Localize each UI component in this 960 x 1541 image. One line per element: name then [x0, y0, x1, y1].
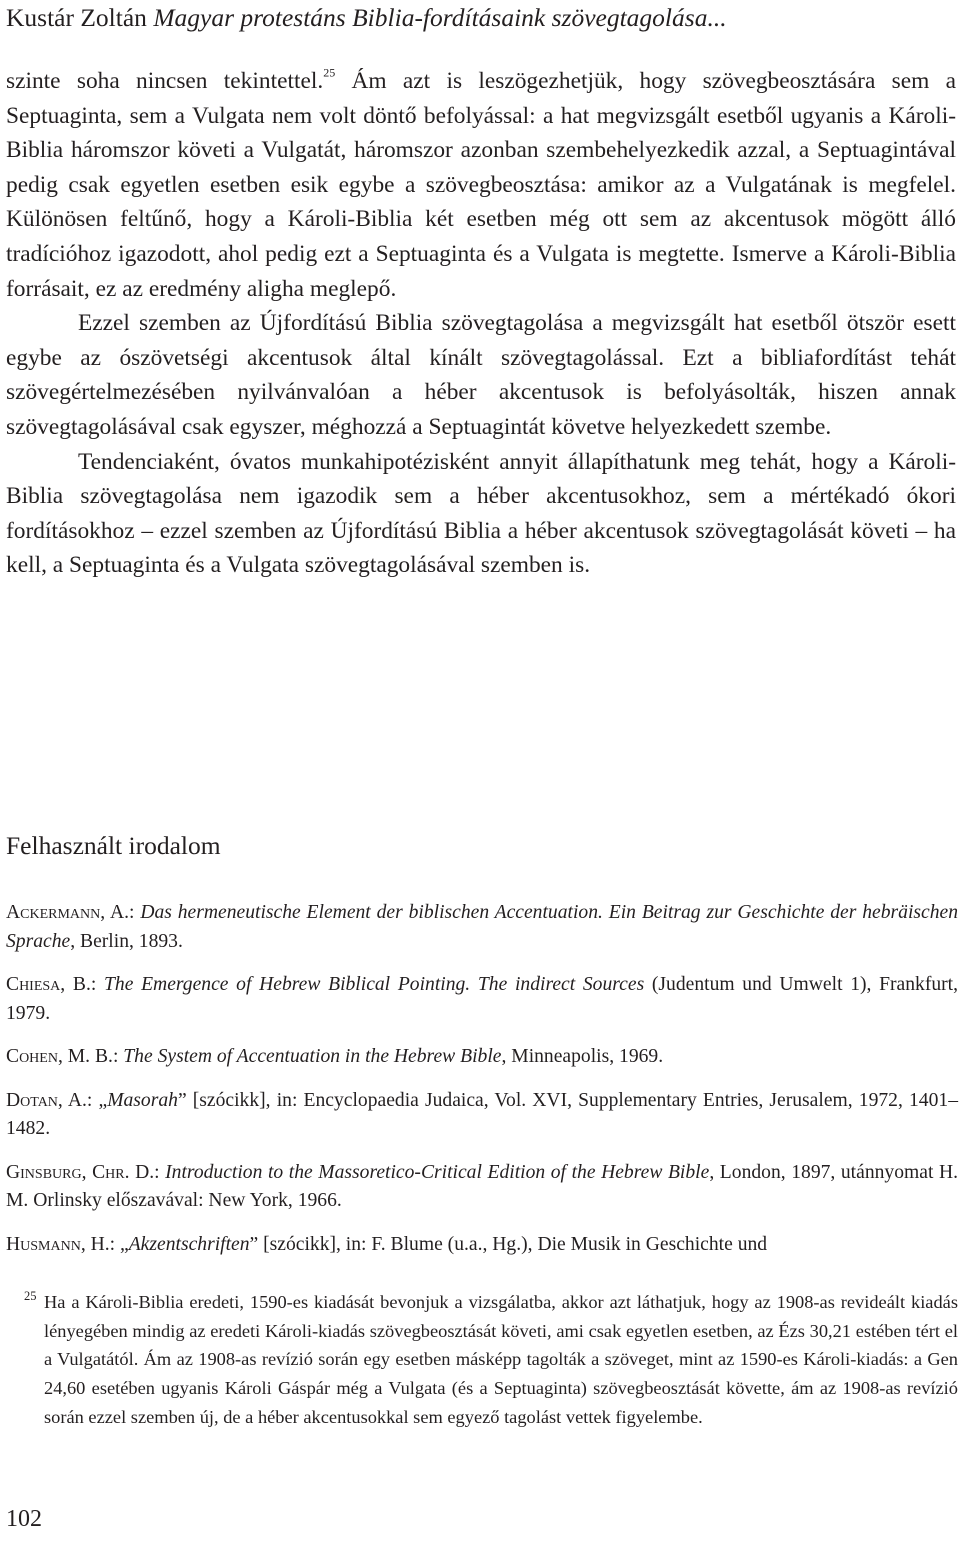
entry-title: Introduction to the Massoretico-Critical Edition of the Hebrew Bible — [165, 1161, 710, 1183]
entry-publication: , Minneapolis, 1969. — [501, 1046, 664, 1067]
paragraph-1-start: szinte soha nincsen tekintettel. — [6, 68, 324, 94]
bibliography-heading: Felhasznált irodalom — [6, 831, 221, 860]
entry-title: Akzentschriften — [128, 1233, 250, 1255]
entry-title: Masorah — [107, 1089, 178, 1111]
entry-publication: , Berlin, 1893. — [70, 930, 183, 952]
paragraph-1-rest: Ám azt is leszögezhetjük, hogy szövegbeosztására sem a Septuaginta, sem a Vulgata nem volt döntő befolyással: a hat megvizsgált esetből ugyanis a Károli-Biblia háromszor követi a Vulgatát, háromszor azonban szembehelyezkedik azzal, a Septuagintával pedig csak egyetlen esetben esik egybe a szövegbeosztása: amikor az a Vulgatának is megfelel. Különösen feltűnő, hogy a Károli-Biblia két esetben még ott sem az akcentusok mögött álló tradícióhoz igazodott, ahol pedig ezt a Septuaginta és a Vulgata is megtette. Ismerve a Károli-Biblia forrásait, ez az eredmény aligha meglepő. — [6, 68, 956, 302]
footnote-text: Ha a Károli-Biblia eredeti, 1590-es kiadását bevonjuk a vizsgálatba, akkor azt láthatjuk, hogy az 1908-as revideált kiadás lényegében mindig az eredeti Károli-kiadás szövegbeosztását követi, ami csak egyetlen esetben, az Ézs 30,21 estében tért el a Vulgatától. Ám az 1908-as revízió során egy esetben másképp tagolták a szöveget, mint az 1590-es Károli-kiadás: a Gen 24,60 esetében ugyanis Károli Gáspár még a Vulgata (és a Septuaginta) szövegbeosztását követte, ám az 1908-as revízió során ezzel szemben új, de a héber akcentusokkal sem egyező tagolást vettek figyelembe. — [44, 1292, 958, 1427]
entry-author: Ginsburg, Chr. D. — [6, 1161, 155, 1183]
entry-title: The System of Accentuation in the Hebrew Bible — [123, 1046, 502, 1067]
footnote-number: 25 — [24, 1289, 37, 1303]
page-number: 102 — [6, 1506, 42, 1532]
paragraph-1 — [6, 64, 956, 306]
bibliography-entry: Ginsburg, Chr. D.: Introduction to the Massoretico-Critical Edition of the Hebrew Bible, London, 1897, utánnyomat H. M. Orlinsky előszavával: New York, 1966. — [6, 1161, 959, 1211]
entry-publication: ” [szócikk], in: F. Blume (u.a., Hg.), Die Musik in Geschichte und — [249, 1233, 768, 1255]
paragraph-3: Tendenciaként, óvatos munkahipotézisként annyit állapíthatunk meg tehát, hogy a Károli-Biblia szövegtagolása nem igazodik sem a héber akcentusokhoz, sem a mértékadó ókori fordításokhoz – ezzel szemben az Újfordítású Biblia a héber akcentusok szövegtagolását követi – ha kell, a Septuaginta és a Vulgata szövegtagolásával szemben is. — [6, 448, 956, 579]
entry-publication: , London, 1897, utánnyomat H. M. Orlinsky előszavával: New York, 1966. — [6, 1161, 959, 1211]
paragraph-2: Ezzel szemben az Újfordítású Biblia szövegtagolása a megvizsgált hat esetből ötször esett egybe az ószövetségi akcentusok által kínált szövegtagolással. Ezt a bibliafordítást tehát szövegértelmezésében nyilvánvalóan a héber akcentusok is befolyásolták, hiszen annak szövegtagolásával csak egyszer, méghozzá a Septuagintát követve helyezkedett szembe. — [6, 310, 956, 440]
bibliography-entry: Chiesa, B.: The Emergence of Hebrew Biblical Pointing. The indirect Sources (Judentum und Umwelt 1), Frankfurt, 1979. — [6, 974, 959, 1024]
entry-title: Das hermeneutische Element der biblischen Accentuation. Ein Beitrag zur Geschichte der hebräischen Sprache — [6, 902, 959, 952]
bibliography-entry: Cohen, M. B.: The System of Accentuation in the Hebrew Bible, Minneapolis, 1969. — [6, 1046, 664, 1067]
footnote-reference: 25 — [323, 65, 336, 80]
bibliography-list — [6, 899, 958, 1259]
footnote — [6, 1288, 958, 1432]
entry-author: Husmann, H. — [6, 1233, 110, 1255]
main-body-text — [6, 64, 956, 583]
entry-publication: (Judentum und Umwelt 1), Frankfurt, 1979. — [6, 974, 959, 1024]
header-author: Kustár Zoltán — [6, 3, 147, 32]
entry-author: Cohen, M. B. — [6, 1046, 113, 1067]
entry-title: The Emergence of Hebrew Biblical Pointing. The indirect Sources — [104, 974, 645, 995]
bibliography-entry: Husmann, H.: „Akzentschriften” [szócikk], in: F. Blume (u.a., Hg.), Die Musik in Geschichte und — [6, 1233, 768, 1255]
entry-author: Ackermann, A. — [6, 902, 129, 923]
entry-author: Chiesa, B. — [6, 974, 91, 995]
bibliography-entry: Dotan, A.: „Masorah” [szócikk], in: Encyclopaedia Judaica, Vol. XVI, Supplementary Entries, Jerusalem, 1972, 1401–1482. — [6, 1089, 958, 1139]
entry-publication: ” [szócikk], in: Encyclopaedia Judaica, Vol. XVI, Supplementary Entries, Jerusalem, 1972, 1401–1482. — [6, 1089, 958, 1139]
entry-author: Dotan, A. — [6, 1089, 87, 1111]
running-header — [6, 2, 956, 34]
bibliography-entry: Ackermann, A.: Das hermeneutische Element der biblischen Accentuation. Ein Beitrag zur Geschichte der hebräischen Sprache, Berlin, 1893. — [6, 902, 959, 952]
header-title: Magyar protestáns Biblia-fordításaink szövegtagolása... — [153, 3, 727, 32]
